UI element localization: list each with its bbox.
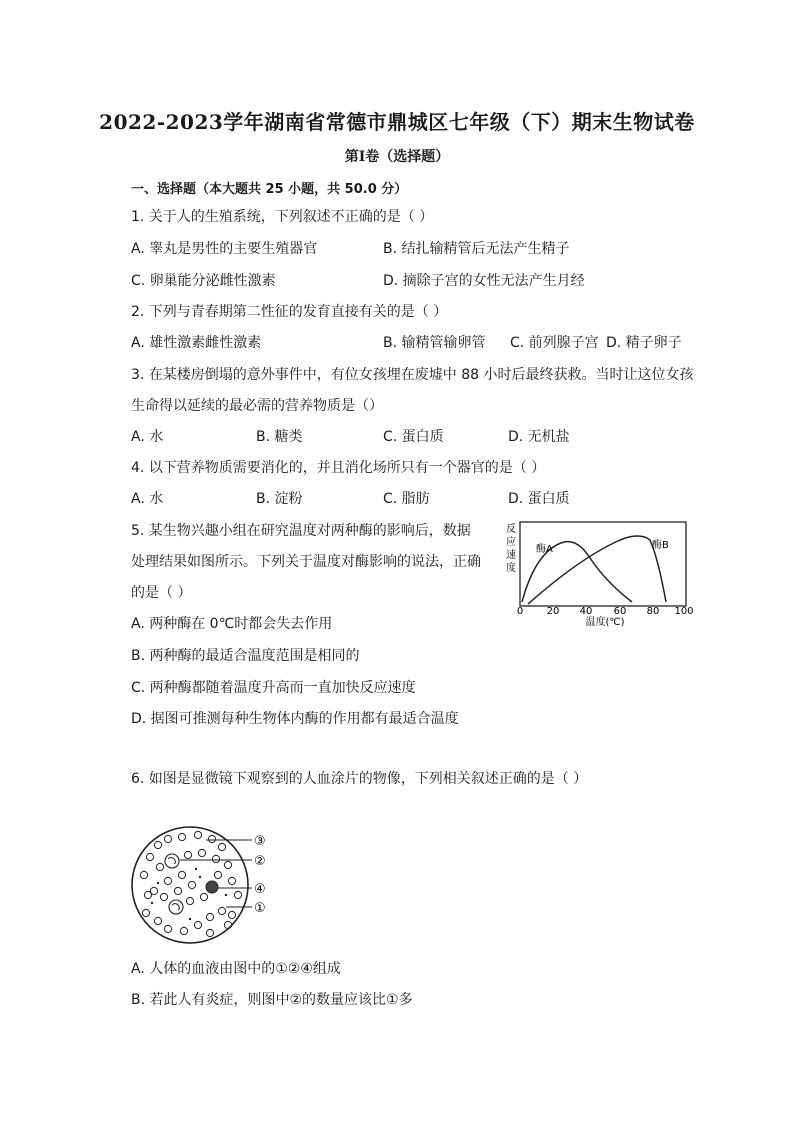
q1-option-c: C. 卵巢能分泌雌性激素: [131, 273, 276, 289]
enzyme-temperature-chart: [500, 518, 700, 628]
q2-option-a: A. 雄性激素雌性激素: [131, 335, 262, 351]
exam-title: 2022-2023学年湖南省常德市鼎城区七年级（下）期末生物试卷: [99, 110, 695, 134]
red-blood-cell: [154, 841, 161, 848]
platelet: [189, 918, 191, 920]
q3-stem-line2: 生命得以延续的最必需的营养物质是（）: [131, 398, 383, 414]
q3-option-d: D. 无机盐: [508, 429, 570, 445]
q4-option-d: D. 蛋白质: [508, 491, 570, 507]
q4-option-a: A. 水: [131, 491, 164, 507]
red-blood-cell: [174, 887, 181, 894]
red-blood-cell: [194, 921, 201, 928]
q5-option-c: C. 两种酶都随着温度升高而一直加快反应速度: [131, 680, 416, 696]
x-tick-20: 20: [546, 606, 560, 617]
red-blood-cell: [154, 917, 161, 924]
enzyme-a-label: 酶A: [536, 544, 553, 555]
red-blood-cell: [164, 877, 171, 884]
exam-subtitle: 第Ⅰ卷（选择题）: [344, 149, 450, 165]
q3-option-a: A. 水: [131, 429, 164, 445]
white-blood-cell-dark: [206, 881, 218, 893]
white-blood-cell: [165, 854, 179, 868]
q4-option-c: C. 脂肪: [383, 491, 430, 507]
q2-option-b: B. 输精管输卵管: [383, 335, 486, 351]
red-blood-cell: [234, 891, 241, 898]
red-blood-cell: [142, 909, 149, 916]
red-blood-cell: [206, 913, 213, 920]
red-blood-cell: [228, 911, 235, 918]
q6-option-b: B. 若此人有炎症，则图中②的数量应该比①多: [131, 992, 413, 1008]
blood-smear-diagram: [128, 825, 288, 945]
q5-stem-line1: 5. 某生物兴趣小组在研究温度对两种酶的影响后，数据: [131, 523, 471, 539]
y-axis-label-4: 度: [506, 563, 516, 574]
x-tick-100: 100: [674, 606, 694, 617]
red-blood-cell: [208, 835, 215, 842]
platelet: [157, 882, 159, 884]
red-blood-cell: [186, 897, 193, 904]
q5-option-a: A. 两种酶在 0℃时都会失去作用: [131, 616, 333, 632]
q1-option-a: A. 睾丸是男性的主要生殖器官: [131, 241, 318, 257]
red-blood-cell: [228, 877, 235, 884]
platelet: [225, 894, 227, 896]
q4-option-b: B. 淀粉: [256, 491, 303, 507]
wbc-nucleus: [172, 904, 180, 911]
x-tick-40: 40: [579, 606, 593, 617]
red-blood-cell: [160, 893, 167, 900]
q2-stem: 2. 下列与青春期第二性征的发育直接有关的是（ ）: [131, 304, 448, 320]
platelet: [195, 868, 197, 870]
red-blood-cell: [188, 881, 195, 888]
red-blood-cell: [180, 927, 187, 934]
y-axis-label-1: 反: [506, 524, 516, 535]
x-tick-60: 60: [613, 606, 627, 617]
red-blood-cell: [224, 921, 231, 928]
red-blood-cell: [198, 849, 205, 856]
red-blood-cell: [206, 929, 213, 936]
x-axis-label: 温度(℃): [585, 617, 625, 628]
red-blood-cell: [194, 831, 201, 838]
q1-option-b: B. 结扎输精管后无法产生精子: [383, 241, 570, 257]
q4-stem: 4. 以下营养物质需要消化的，并且消化场所只有一个器官的是（ ）: [131, 460, 546, 476]
red-blood-cell: [218, 843, 225, 850]
red-blood-cell: [164, 925, 171, 932]
y-axis-label-3: 速: [506, 550, 516, 561]
section-heading: 一、选择题（本大题共 25 小题，共 50.0 分）: [131, 182, 408, 197]
enzyme-b-label: 酶B: [652, 540, 669, 551]
label-4: ④: [254, 882, 266, 897]
q3-option-b: B. 糖类: [256, 429, 303, 445]
platelet: [151, 902, 153, 904]
x-tick-80: 80: [646, 606, 660, 617]
q5-stem-line3: 的是（ ）: [131, 585, 192, 601]
microscope-field: [132, 827, 248, 943]
red-blood-cell: [224, 861, 231, 868]
platelet: [199, 876, 201, 878]
chart-frame: [520, 522, 686, 606]
label-2: ②: [254, 854, 266, 869]
red-blood-cell: [178, 871, 185, 878]
q1-stem: 1. 关于人的生殖系统，下列叙述不正确的是（ ）: [131, 209, 434, 225]
q1-option-d: D. 摘除子宫的女性无法产生月经: [383, 273, 585, 289]
label-1: ①: [254, 901, 266, 916]
red-blood-cell: [218, 907, 225, 914]
red-blood-cell: [178, 833, 185, 840]
y-axis-label-2: 应: [506, 537, 516, 548]
x-tick-0: 0: [516, 606, 524, 617]
red-blood-cell: [156, 863, 163, 870]
q6-option-a: A. 人体的血液由图中的①②④组成: [131, 961, 341, 977]
label-3: ③: [254, 834, 266, 849]
q2-option-d: D. 精子卵子: [606, 335, 682, 351]
red-blood-cell: [212, 855, 219, 862]
red-blood-cell: [184, 851, 191, 858]
q5-stem-line2: 处理结果如图所示。下列关于温度对酶影响的说法，正确: [131, 554, 481, 570]
q3-stem-line1: 3. 在某楼房倒塌的意外事件中，有位女孩埋在废墟中 88 小时后最终获救。当时让这位女孩: [131, 367, 694, 383]
red-blood-cell: [144, 891, 151, 898]
q6-stem: 6. 如图是显微镜下观察到的人血涂片的物像，下列相关叙述正确的是（ ）: [131, 771, 588, 787]
wbc-nucleus: [168, 858, 176, 865]
q5-option-b: B. 两种酶的最适合温度范围是相同的: [131, 648, 360, 664]
red-blood-cell: [214, 871, 221, 878]
red-blood-cell: [164, 835, 171, 842]
q3-option-c: C. 蛋白质: [383, 429, 444, 445]
white-blood-cell: [169, 900, 183, 914]
red-blood-cell: [140, 871, 147, 878]
q5-option-d: D. 据图可推测每种生物体内酶的作用都有最适合温度: [131, 711, 459, 727]
red-blood-cell: [200, 893, 207, 900]
q2-option-c: C. 前列腺子宫: [510, 335, 599, 351]
red-blood-cell: [146, 853, 153, 860]
